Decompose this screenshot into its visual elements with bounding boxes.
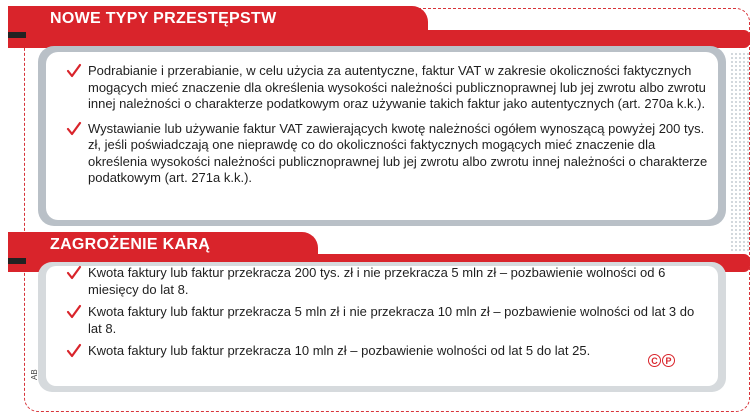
list-item-text: Wystawianie lub używanie faktur VAT zawierających kwotę należności ogółem wynoszącą powyżej 200 tys. zł, jeśli poświadczają one nieprawdę co do okoliczności faktycznych mogących mieć znaczenie dla określenia wysokości należności publicznoprawnej lub jej zwrotu albo zwrotu innej należności o charakterze podatkowym (art. 271a k.k.). xyxy=(88,120,708,185)
offences-list xyxy=(66,63,710,195)
list-item-text: Kwota faktury lub faktur przekracza 200 tys. zł i nie przekracza 5 mln zł – pozbawienie wolności od 6 miesięcy do lat 8. xyxy=(88,265,666,297)
author-code: AB xyxy=(30,369,39,380)
list-item xyxy=(66,304,710,337)
checkmark-icon xyxy=(66,63,82,79)
list-item xyxy=(66,343,710,360)
list-item-text: Kwota faktury lub faktur przekracza 10 mln zł – pozbawienie wolności od lat 5 do lat 25. xyxy=(88,343,591,358)
checkmark-icon xyxy=(66,265,82,281)
list-item-text: Kwota faktury lub faktur przekracza 5 mln zł i nie przekracza 10 mln zł – pozbawienie wolności od lat 3 do lat 8. xyxy=(88,304,695,336)
copyright-c-badge: C xyxy=(648,354,661,367)
penalties-list xyxy=(66,265,710,366)
cp-badge xyxy=(648,354,675,367)
checkmark-icon xyxy=(66,304,82,320)
section-offences-title: NOWE TYPY PRZESTĘPSTW xyxy=(50,10,277,27)
section-offences-tab xyxy=(8,6,428,32)
list-item xyxy=(66,121,710,187)
section-penalties-tab xyxy=(8,232,318,258)
list-item xyxy=(66,63,710,113)
dot-pattern-decoration xyxy=(730,52,750,252)
checkmark-icon xyxy=(66,343,82,359)
checkmark-icon xyxy=(66,121,82,137)
list-item-text: Podrabianie i przerabianie, w celu użycia za autentyczne, faktur VAT w zakresie okoliczności faktycznych mogących mieć znaczenie dla określenia wysokości należności publicznoprawnej lub jej zwrotu albo zwrotu innej należności o charakterze podatkowym oraz używanie takich faktur jako autentycznych (art. 270a k.k.). xyxy=(88,63,706,111)
copyright-p-badge: P xyxy=(662,354,675,367)
section-penalties-title: ZAGROŻENIE KARĄ xyxy=(50,236,211,253)
list-item xyxy=(66,265,710,298)
